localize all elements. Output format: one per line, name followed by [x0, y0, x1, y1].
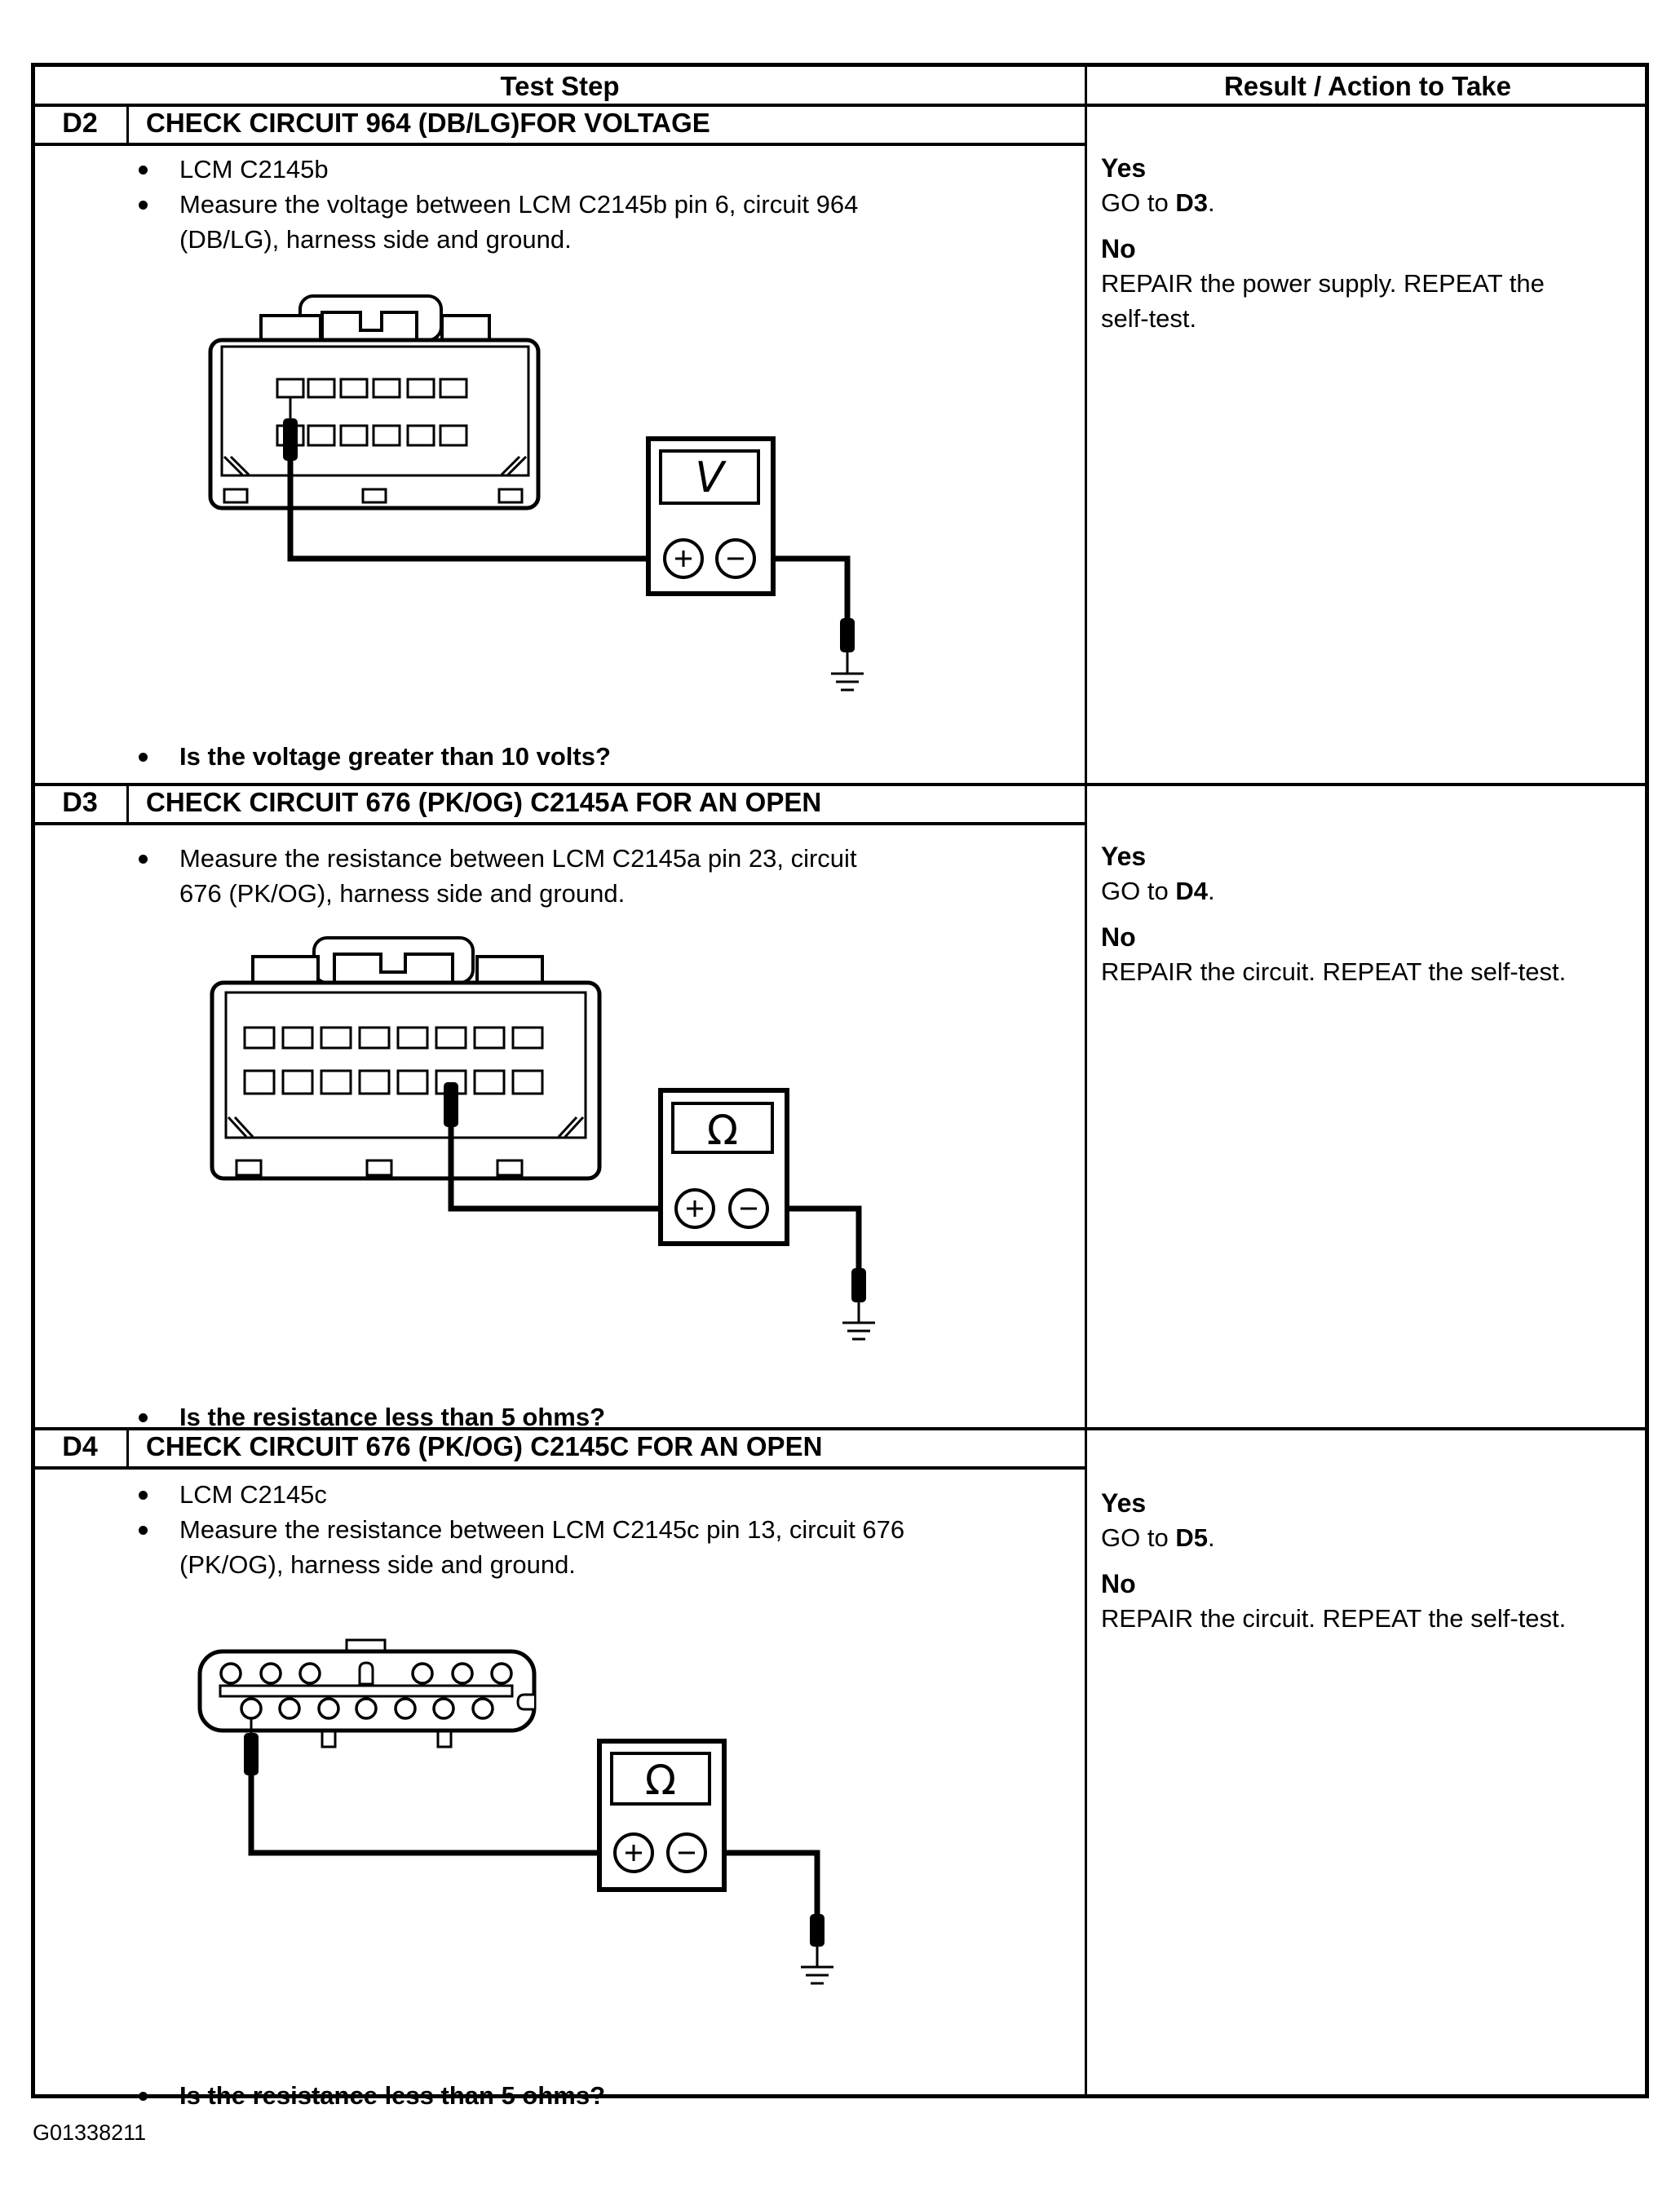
- d4-title-bottom-line: [35, 1466, 1085, 1470]
- step-id-d4: D4: [62, 1431, 98, 1462]
- d3-connector-ear-left: [253, 957, 318, 983]
- d2-test-probe: [283, 418, 298, 461]
- step-title-d3: CHECK CIRCUIT 676 (PK/OG) C2145A FOR AN OPEN: [146, 787, 822, 817]
- d3-question: Is the resistance less than 5 ohms?: [179, 1401, 605, 1434]
- d4-ground-probe: [810, 1914, 825, 1947]
- column-divider: [1085, 67, 1087, 2094]
- d2-go-prefix: GO to: [1101, 188, 1176, 217]
- d3-id-cell-divider: [126, 783, 129, 822]
- d4-meter-mode-symbol: Ω: [644, 1757, 677, 1804]
- d3-yes-label: Yes: [1101, 842, 1147, 871]
- d4-yes-action: [1101, 1522, 1646, 1554]
- d4-test-probe: [244, 1733, 259, 1775]
- d3-yes-action: [1101, 875, 1646, 908]
- d3-test-probe: [444, 1082, 458, 1127]
- d3-meter-mode-symbol: Ω: [706, 1107, 739, 1154]
- step-id-d3: D3: [62, 787, 98, 818]
- d4-go-prefix: GO to: [1101, 1523, 1176, 1552]
- d2-id-cell-divider: [126, 104, 129, 143]
- d4-bullet-2-cont: (PK/OG), harness side and ground.: [179, 1550, 576, 1579]
- d4-connector-key: [360, 1663, 373, 1684]
- d4-connector-notch: [518, 1695, 534, 1709]
- d4-question: Is the resistance less than 5 ohms?: [179, 2080, 605, 2112]
- d2-go-suffix: .: [1207, 188, 1215, 217]
- d4-go-suffix: .: [1207, 1523, 1215, 1552]
- d2-connector-body: [210, 340, 538, 508]
- d2-bullet-1: LCM C2145b: [179, 153, 329, 186]
- d4-circuit-diagram: [167, 1627, 901, 2084]
- pinpoint-test-table: [31, 63, 1649, 2110]
- d3-connector-ear-right: [477, 957, 542, 983]
- d2-title-bottom-line: [35, 143, 1085, 146]
- d2-ground-probe: [840, 618, 855, 652]
- step-title-d2: CHECK CIRCUIT 964 (DB/LG)FOR VOLTAGE: [146, 108, 710, 138]
- d4-bullet-1: LCM C2145c: [179, 1479, 327, 1511]
- d4-mount-tab-right: [438, 1731, 451, 1747]
- d2-circuit-diagram: [192, 273, 901, 705]
- d4-connector-slot: [220, 1686, 512, 1696]
- d3-no-label: No: [1101, 922, 1136, 952]
- d2-no-action-1: REPAIR the power supply. REPEAT the: [1101, 269, 1545, 298]
- d4-mount-tab-left: [322, 1731, 335, 1747]
- d3-ground-probe: [851, 1268, 866, 1302]
- d4-id-cell-divider: [126, 1427, 129, 1466]
- d4-go-target: D5: [1175, 1523, 1208, 1552]
- d3-circuit-diagram: [192, 934, 901, 1390]
- figure-reference-code: G01338211: [33, 2120, 147, 2145]
- d2-no-label: No: [1101, 234, 1136, 263]
- d2-yes-action: [1101, 187, 1646, 219]
- d3-go-prefix: GO to: [1101, 877, 1176, 905]
- d3-no-action-1: REPAIR the circuit. REPEAT the self-test.: [1101, 957, 1567, 986]
- d2-no-action-2: self-test.: [1101, 304, 1197, 333]
- d2-bullet-2: Measure the voltage between LCM C2145b pin 6, circuit 964: [179, 188, 858, 221]
- d2-meter-mode-symbol: V: [695, 453, 724, 502]
- d2-question: Is the voltage greater than 10 volts?: [179, 740, 611, 773]
- d4-no-action-1: REPAIR the circuit. REPEAT the self-test.: [1101, 1604, 1567, 1633]
- d4-positive-lead: [251, 1774, 619, 1853]
- test-step-column-header: Test Step: [500, 71, 620, 101]
- d3-bullet-1-cont: 676 (PK/OG), harness side and ground.: [179, 879, 626, 908]
- d3-bullet-1: Measure the resistance between LCM C2145a pin 23, circuit: [179, 842, 857, 875]
- d4-no-label: No: [1101, 1569, 1136, 1598]
- d2-yes-label: Yes: [1101, 153, 1147, 183]
- step-id-d2: D2: [62, 108, 98, 139]
- d2-ground-symbol: [831, 674, 864, 690]
- step-title-d4: CHECK CIRCUIT 676 (PK/OG) C2145C FOR AN OPEN: [146, 1431, 823, 1461]
- d4-ground-symbol: [801, 1967, 833, 1983]
- d2-go-target: D3: [1175, 188, 1208, 217]
- d3-ground-symbol: [842, 1323, 875, 1339]
- result-column-header: Result / Action to Take: [1223, 71, 1512, 101]
- d4-bullet-2: Measure the resistance between LCM C2145c pin 13, circuit 676: [179, 1514, 904, 1546]
- d3-title-bottom-line: [35, 822, 1085, 825]
- d4-yes-label: Yes: [1101, 1488, 1147, 1518]
- d2-bullet-2-cont: (DB/LG), harness side and ground.: [179, 225, 572, 254]
- d3-go-suffix: .: [1207, 877, 1215, 905]
- d3-go-target: D4: [1175, 877, 1208, 905]
